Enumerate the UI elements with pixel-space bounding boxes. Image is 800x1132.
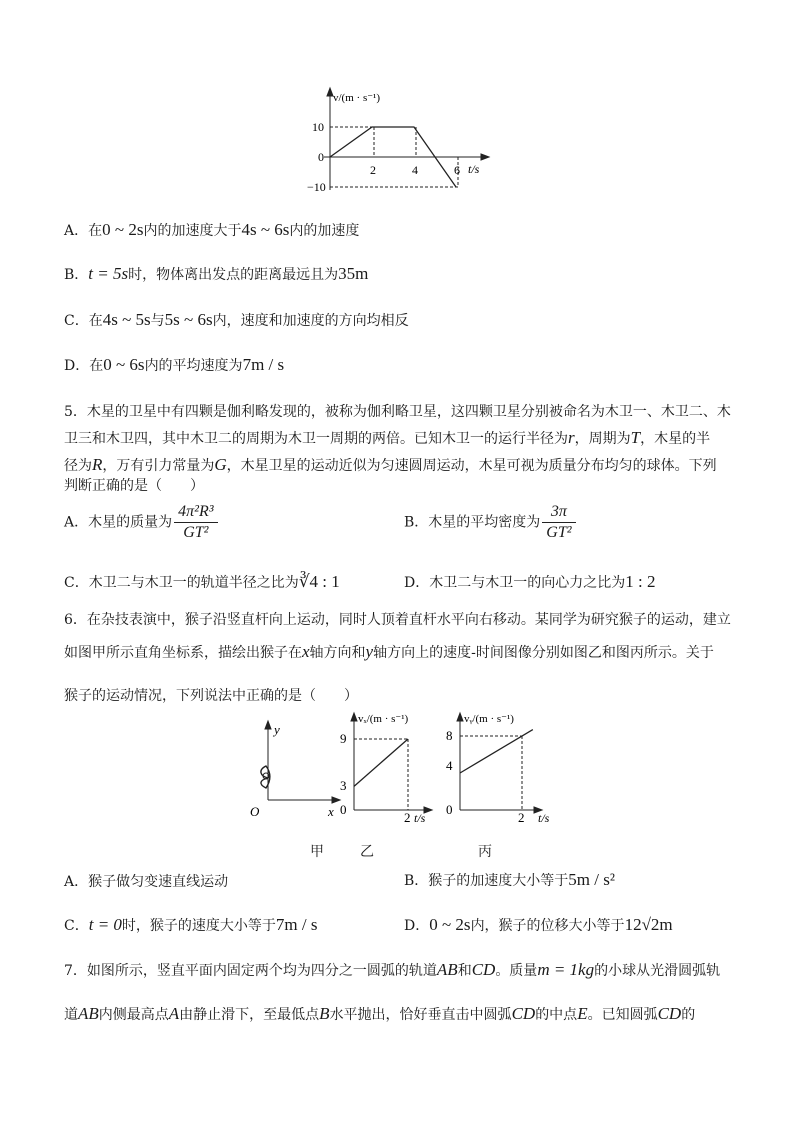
q5-option-c: C．木卫二与木卫一的轨道半径之比为∛4 : 1 [64, 572, 340, 591]
vt-graph [300, 85, 500, 195]
graph1-y-label: v/(m · s⁻¹) [333, 92, 380, 104]
fig-yi [336, 706, 442, 826]
q4-option-c: C．在4s ~ 5s与5s ~ 6s内，速度和加速度的方向均相反 [64, 310, 409, 329]
q5-line-4: 判断正确的是（ ） [64, 478, 204, 494]
fig-bing [444, 706, 554, 826]
q5-a-fraction: $\frac{\text{4π²R³}}{\text{GT²}}$ [174, 502, 217, 543]
bing-y-arrow [457, 713, 463, 721]
q4-option-b: B．t = 5s时，物体离出发点的距离最远且为35m [64, 264, 369, 283]
graph1-x-label: t/s [468, 162, 480, 176]
jia-origin-label: O [250, 804, 260, 819]
q7-line-2: 道AB内侧最高点A由静止滑下，至最低点B水平抛出，恰好垂直击中圆弧CD的中点E。已知圆弧CD的 [64, 1004, 696, 1023]
jia-y-arrow [265, 721, 271, 729]
yi-ytick-0: 0 [340, 802, 347, 817]
bing-ytick-4: 4 [446, 758, 453, 773]
q6-line-2: 如图甲所示直角坐标系，描绘出猴子在x轴方向和y轴方向上的速度-时间图像分别如图乙和图丙所示。关于 [64, 642, 714, 661]
yi-xtick-2: 2 [404, 810, 411, 825]
q6-option-b: B．猴子的加速度大小等于5m / s² [404, 870, 615, 889]
q5-option-a: A．木星的质量为 $\frac{\text{4π²R³}}{\text{GT²}}$ [64, 502, 220, 543]
bing-ytick-8: 8 [446, 728, 453, 743]
yi-ytick-9: 9 [340, 731, 347, 746]
q5-line-1: 5．木星的卫星中有四颗是伽利略发现的，被称为伽利略卫星，这四颗卫星分别被命名为木卫一、木卫二、木 [64, 404, 731, 420]
yi-ytick-3: 3 [340, 778, 347, 793]
yi-velocity-line [354, 739, 408, 786]
q6-line-3: 猴子的运动情况，下列说法中正确的是（ ） [64, 688, 358, 704]
fig-caption-jia: 甲 [310, 844, 324, 860]
q5-line-3: 径为R，万有引力常量为G，木星卫星的运动近似为匀速圆周运动，木星可视为质量分布均匀的球体。下列 [64, 455, 717, 474]
bing-xtick-2: 2 [518, 810, 525, 825]
bing-ytick-0: 0 [446, 802, 453, 817]
graph1-xtick-2: 2 [370, 163, 376, 177]
graph1-xtick-4: 4 [412, 163, 418, 177]
jia-y-label: y [274, 722, 280, 737]
graph1-xtick-6: 6 [454, 163, 460, 177]
graph1-x-arrow [481, 154, 489, 160]
yi-x-label: t/s [414, 811, 426, 825]
q6-option-d: D．0 ~ 2s内，猴子的位移大小等于12√2m [404, 915, 673, 934]
bing-y-label: vᵧ/(m · s⁻¹) [464, 713, 514, 725]
yi-y-arrow [351, 713, 357, 721]
q6-option-c: C．t = 0时，猴子的速度大小等于7m / s [64, 915, 318, 934]
graph1-ytick-neg10: −10 [307, 180, 326, 194]
jia-x-label: x [328, 804, 334, 819]
yi-y-label: vₓ/(m · s⁻¹) [358, 713, 409, 725]
q4-option-d: D．在0 ~ 6s内的平均速度为7m / s [64, 355, 285, 374]
q5-b-fraction: $\frac{3\pi}{\text{GT²}}$ [542, 502, 575, 543]
q5-line-2: 卫三和木卫四，其中木卫二的周期为木卫一周期的两倍。已知木卫一的运行半径为r，周期为T，木星的半 [64, 428, 711, 447]
bing-x-label: t/s [538, 811, 550, 825]
fig-caption-yi: 乙 [360, 844, 374, 860]
fig-jia [244, 718, 344, 828]
fig-caption-bing: 丙 [478, 844, 492, 860]
q7-line-1: 7．如图所示，竖直平面内固定两个均为四分之一圆弧的轨道AB和CD。质量m = 1kg的小球从光滑圆弧轨 [64, 960, 721, 979]
q6-line-1: 6．在杂技表演中，猴子沿竖直杆向上运动，同时人顶着直杆水平向右移动。某同学为研究猴子的运动，建立 [64, 612, 731, 628]
graph1-ytick-10: 10 [312, 120, 324, 134]
q4-option-a: A．在0 ~ 2s内的加速度大于4s ~ 6s内的加速度 [64, 220, 360, 239]
graph1-ytick-0: 0 [318, 150, 324, 164]
q6-option-a: A．猴子做匀变速直线运动 [64, 874, 229, 890]
q5-option-b: B．木星的平均密度为 $\frac{3\pi}{\text{GT²}}$ [404, 502, 578, 543]
q5-option-d: D．木卫二与木卫一的向心力之比为1 : 2 [404, 572, 656, 591]
